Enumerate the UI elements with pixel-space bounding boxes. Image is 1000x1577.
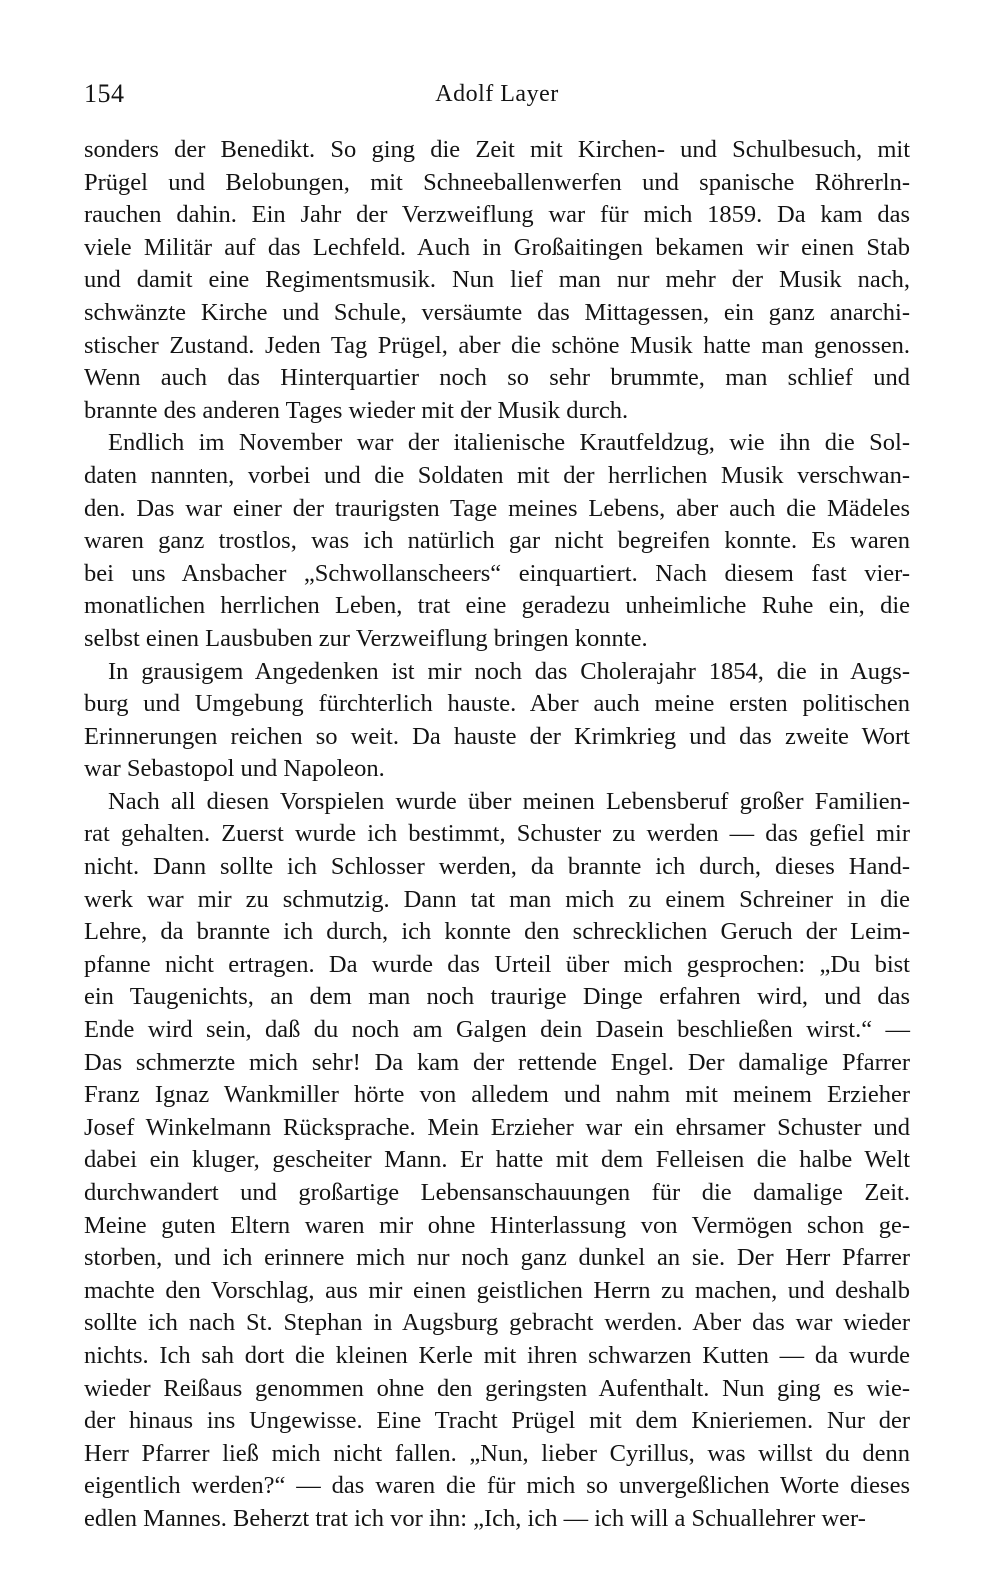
text-line: Ende wird sein, daß du noch am Galgen dein Dasein beschließen wirst.“ — <box>84 1016 910 1044</box>
text-line: machte den Vorschlag, aus mir einen geistlichen Herrn zu machen, und deshalb <box>84 1276 910 1304</box>
paragraph <box>84 786 910 1536</box>
paragraph <box>84 427 910 655</box>
text-line: In grausigem Angedenken ist mir noch das Cholerajahr 1854, die in Augs- <box>108 657 910 685</box>
text-line: daten nannten, vorbei und die Soldaten mit der herrlichen Musik verschwan- <box>84 461 910 489</box>
text-line: dabei ein kluger, gescheiter Mann. Er hatte mit dem Felleisen die halbe Welt <box>84 1146 910 1174</box>
text-line: Lehre, da brannte ich durch, ich konnte den schrecklichen Geruch der Leim- <box>84 918 910 946</box>
paragraph <box>84 656 910 786</box>
text-line: der hinaus ins Ungewisse. Eine Tracht Prügel mit dem Knieriemen. Nur der <box>84 1407 910 1435</box>
text-line: sollte ich nach St. Stephan in Augsburg gebracht werden. Aber das war wieder <box>84 1309 910 1337</box>
text-line: waren ganz trostlos, was ich natürlich gar nicht begreifen konnte. Es waren <box>84 527 910 555</box>
text-line: Herr Pfarrer ließ mich nicht fallen. „Nun, lieber Cyrillus, was willst du denn <box>84 1439 910 1467</box>
text-line: nicht. Dann sollte ich Schlosser werden, da brannte ich durch, dieses Hand- <box>84 853 910 881</box>
text-line: edlen Mannes. Beherzt trat ich vor ihn: „Ich, ich — ich will a Schuallehrer wer- <box>84 1504 866 1532</box>
text-line: werk war mir zu schmutzig. Dann tat man mich zu einem Schreiner in die <box>84 885 910 913</box>
text-line: pfanne nicht ertragen. Da wurde das Urteil über mich gesprochen: „Du bist <box>84 950 910 978</box>
text-line: schwänzte Kirche und Schule, versäumte das Mittagessen, ein ganz anarchi- <box>84 298 910 326</box>
text-line: viele Militär auf das Lechfeld. Auch in Großaitingen bekamen wir einen Stab <box>84 233 910 261</box>
text-line: Erinnerungen reichen so weit. Da hauste der Krimkrieg und das zweite Wort <box>84 722 910 750</box>
text-line: bei uns Ansbacher „Schwollanscheers“ einquartiert. Nach diesem fast vier- <box>84 559 910 587</box>
text-line: storben, und ich erinnere mich nur noch ganz dunkel an sie. Der Herr Pfarrer <box>84 1244 910 1272</box>
text-line: und damit eine Regimentsmusik. Nun lief man nur mehr der Musik nach, <box>84 266 910 294</box>
text-line: Das schmerzte mich sehr! Da kam der rettende Engel. Der damalige Pfarrer <box>84 1048 910 1076</box>
text-line: burg und Umgebung fürchterlich hauste. Aber auch meine ersten politischen <box>84 690 910 718</box>
text-line: rauchen dahin. Ein Jahr der Verzweiflung war für mich 1859. Da kam das <box>84 201 910 229</box>
text-line: selbst einen Lausbuben zur Verzweiflung bringen konnte. <box>84 624 648 652</box>
text-line: Franz Ignaz Wankmiller hörte von alledem und nahm mit meinem Erzieher <box>84 1081 910 1109</box>
page-number: 154 <box>84 79 125 108</box>
text-line: sonders der Benedikt. So ging die Zeit mit Kirchen- und Schulbesuch, mit <box>84 136 910 163</box>
body-text <box>84 134 910 1536</box>
text-line: den. Das war einer der traurigsten Tage meines Lebens, aber auch die Mädeles <box>84 494 910 522</box>
text-line: eigentlich werden?“ — das waren die für mich so unvergeßlichen Worte dieses <box>84 1472 910 1500</box>
text-line: war Sebastopol und Napoleon. <box>84 755 385 783</box>
paragraph <box>84 134 910 427</box>
text-line: Prügel und Belobungen, mit Schneeballenwerfen und spanische Röhrerln- <box>84 168 910 196</box>
text-line: Josef Winkelmann Rücksprache. Mein Erzieher war ein ehrsamer Schuster und <box>84 1113 910 1141</box>
text-line: Endlich im November war der italienische Krautfeldzug, wie ihn die Sol- <box>108 429 910 457</box>
text-line: rat gehalten. Zuerst wurde ich bestimmt, Schuster zu werden — das gefiel mir <box>84 820 910 848</box>
text-line: durchwandert und großartige Lebensanschauungen für die damalige Zeit. <box>84 1179 910 1206</box>
running-head <box>84 76 910 112</box>
text-line: stischer Zustand. Jeden Tag Prügel, aber die schöne Musik hatte man genossen. <box>84 331 910 359</box>
text-line: Nach all diesen Vorspielen wurde über meinen Lebensberuf großer Familien- <box>108 787 910 815</box>
text-line: ein Taugenichts, an dem man noch traurige Dinge erfahren wird, und das <box>84 983 910 1011</box>
text-line: Wenn auch das Hinterquartier noch so sehr brummte, man schlief und <box>84 364 910 392</box>
running-title: Adolf Layer <box>435 81 559 107</box>
text-line: brannte des anderen Tages wieder mit der Musik durch. <box>84 396 629 424</box>
text-line: monatlichen herrlichen Leben, trat eine geradezu unheimliche Ruhe ein, die <box>84 592 910 620</box>
text-line: nichts. Ich sah dort die kleinen Kerle mit ihren schwarzen Kutten — da wurde <box>84 1341 910 1369</box>
text-line: Meine guten Eltern waren mir ohne Hinterlassung von Vermögen schon ge- <box>84 1211 910 1239</box>
text-line: wieder Reißaus genommen ohne den geringsten Aufenthalt. Nun ging es wie- <box>84 1374 910 1402</box>
